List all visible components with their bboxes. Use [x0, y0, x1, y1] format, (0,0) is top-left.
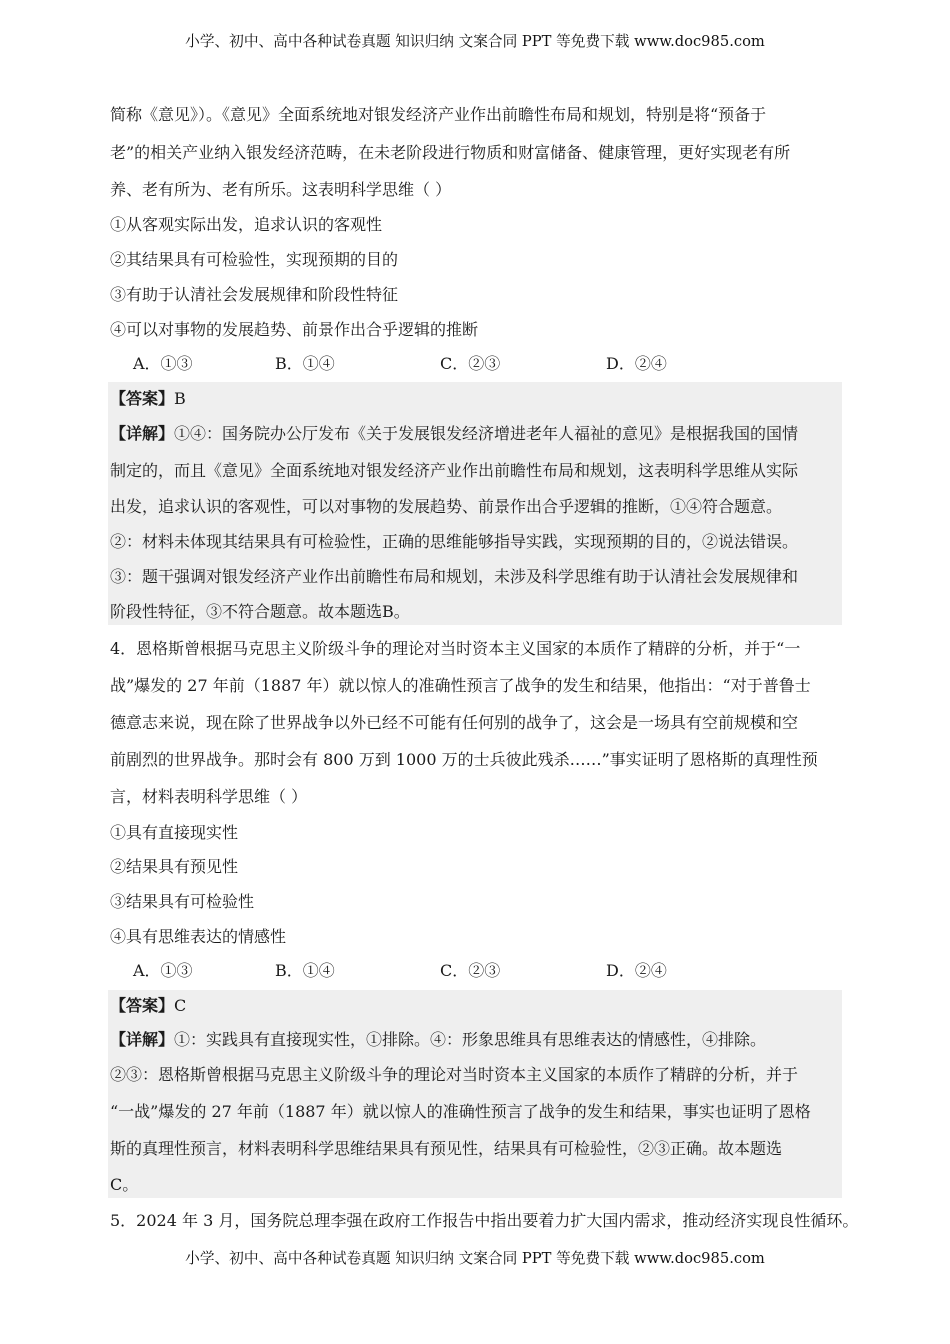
q4-stem-line: 前剧烈的世界战争。那时会有 800 万到 1000 万的士兵彼此残杀……”事实证明了恩格斯的真理性预 [110, 750, 818, 769]
q3-detail-line: 制定的，而且《意见》全面系统地对银发经济产业作出前瞻性布局和规划，这表明科学思维从实际 [110, 461, 799, 480]
q3-option-c: C．②③ [440, 354, 501, 373]
q3-stem-line: 老”的相关产业纳入银发经济范畴，在未老阶段进行物质和财富储备、健康管理，更好实现老有所 [110, 143, 791, 162]
q3-answer-value: B [174, 389, 186, 408]
q4-detail-line: C。 [110, 1175, 139, 1194]
q4-option-c: C．②③ [440, 961, 501, 980]
q4-stem-line: 4．恩格斯曾根据马克思主义阶级斗争的理论对当时资本主义国家的本质作了精辟的分析，并于“一 [110, 639, 801, 658]
q3-statement-4: ④可以对事物的发展趋势、前景作出合乎逻辑的推断 [110, 320, 479, 339]
q3-statement-3: ③有助于认清社会发展规律和阶段性特征 [110, 285, 399, 304]
q4-answer-label: 【答案】 [110, 996, 175, 1015]
q3-option-b: B．①④ [275, 354, 335, 373]
q3-answer-label: 【答案】 [110, 389, 175, 408]
q3-detail-line: ③：题干强调对银发经济产业作出前瞻性布局和规划，未涉及科学思维有助于认清社会发展规律和 [110, 567, 799, 586]
q4-statement-1: ①具有直接现实性 [110, 823, 239, 842]
q4-option-d: D．②④ [606, 961, 667, 980]
q3-option-a: A．①③ [133, 354, 193, 373]
q3-stem-line: 养、老有所为、老有所乐。这表明科学思维（ ） [110, 180, 452, 199]
header-banner: 小学、初中、高中各种试卷真题 知识归纳 文案合同 PPT 等免费下载 www.doc985.com [185, 33, 765, 50]
q4-answer-value: C [174, 996, 187, 1015]
q3-stem-line: 简称《意见》）。《意见》全面系统地对银发经济产业作出前瞻性布局和规划，特别是将“预备于 [110, 105, 767, 124]
q3-detail-label: 【详解】 [110, 424, 175, 443]
q4-statement-4: ④具有思维表达的情感性 [110, 927, 287, 946]
q4-detail-label: 【详解】 [110, 1030, 175, 1049]
q3-detail-line: 阶段性特征，③不符合题意。故本题选B。 [110, 602, 410, 621]
q4-detail-line [110, 1030, 766, 1050]
q4-detail-line: 斯的真理性预言，材料表明科学思维结果具有预见性，结果具有可检验性，②③正确。故本题选 [110, 1139, 783, 1158]
q4-answer [110, 996, 186, 1016]
q4-option-a: A．①③ [133, 961, 193, 980]
q3-detail-text: ①④：国务院办公厅发布《关于发展银发经济增进老年人福祉的意见》是根据我国的国情 [174, 424, 799, 443]
q4-detail-text: ①：实践具有直接现实性，①排除。④：形象思维具有思维表达的情感性，④排除。 [174, 1030, 767, 1049]
q4-stem-line: 战”爆发的 27 年前（1887 年）就以惊人的准确性预言了战争的发生和结果，他指出：“对于普鲁士 [110, 676, 811, 695]
footer-banner: 小学、初中、高中各种试卷真题 知识归纳 文案合同 PPT 等免费下载 www.doc985.com [185, 1250, 765, 1267]
q4-detail-line: ②③：恩格斯曾根据马克思主义阶级斗争的理论对当时资本主义国家的本质作了精辟的分析，并于 [110, 1065, 799, 1084]
q4-option-b: B．①④ [275, 961, 335, 980]
q4-detail-line: “一战”爆发的 27 年前（1887 年）就以惊人的准确性预言了战争的发生和结果，事实也证明了恩格 [110, 1102, 811, 1121]
q4-answer-panel [108, 990, 842, 1198]
q3-option-d: D．②④ [606, 354, 667, 373]
q4-stem-line: 德意志来说，现在除了世界战争以外已经不可能有任何别的战争了，这会是一场具有空前规模和空 [110, 713, 799, 732]
q3-detail-line [110, 424, 798, 444]
q4-stem-line: 言，材料表明科学思维（ ） [110, 787, 308, 806]
q3-answer [110, 389, 186, 409]
q4-statement-3: ③结果具有可检验性 [110, 892, 255, 911]
q4-statement-2: ②结果具有预见性 [110, 857, 239, 876]
q5-stem-line: 5．2024 年 3 月，国务院总理李强在政府工作报告中指出要着力扩大国内需求，推动经济实现良性循环。 [110, 1211, 859, 1230]
q3-statement-2: ②其结果具有可检验性，实现预期的目的 [110, 250, 399, 269]
q3-statement-1: ①从客观实际出发，追求认识的客观性 [110, 215, 383, 234]
q3-detail-line: ②：材料未体现其结果具有可检验性，正确的思维能够指导实践，实现预期的目的，②说法错误。 [110, 532, 799, 551]
q3-detail-line: 出发，追求认识的客观性，可以对事物的发展趋势、前景作出合乎逻辑的推断，①④符合题意。 [110, 497, 783, 516]
